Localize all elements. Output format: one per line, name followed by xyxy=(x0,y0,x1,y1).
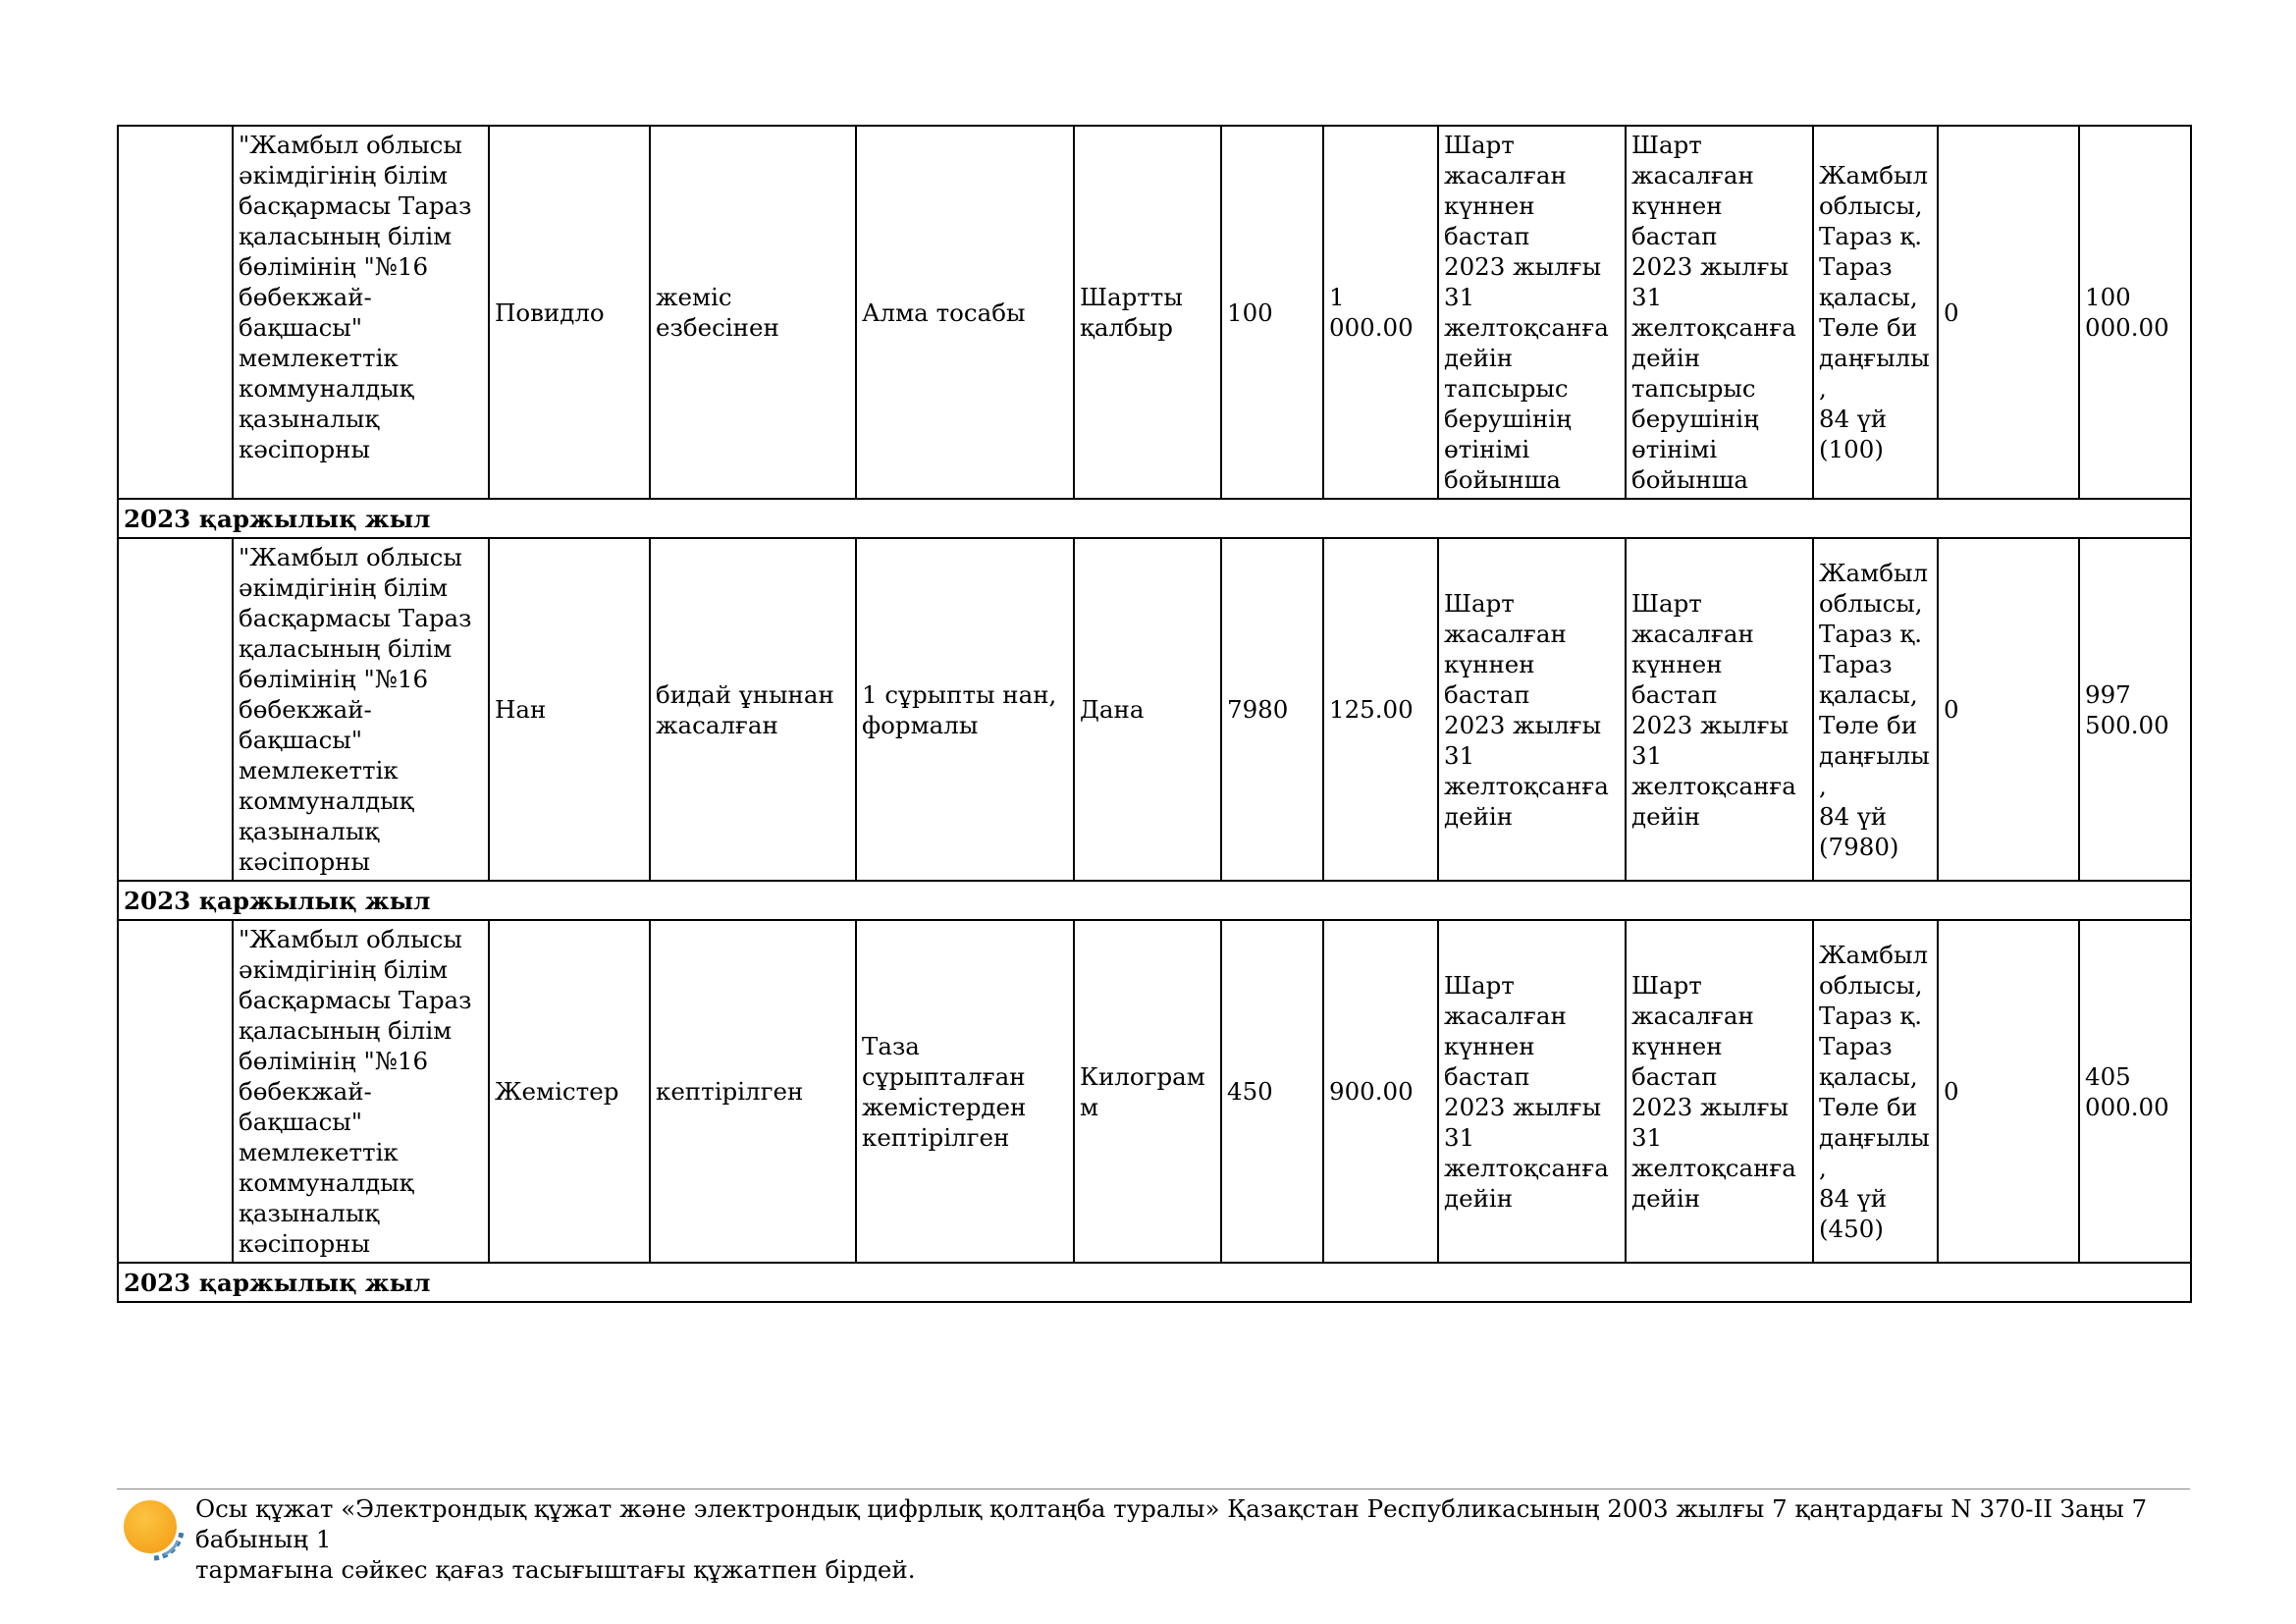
cell-delivery-term: Шарт жасалған күннен бастап 2023 жылғы 31 желтоқсанға дейін xyxy=(1626,920,1813,1263)
table-row xyxy=(118,538,2191,881)
cell-customer: "Жамбыл облысы әкімдігінің білім басқармасы Тараз қаласының білім бөлімінің "№16 бөбекжай-бақшасы" мемлекеттік коммуналдық қазыналық кәсіпорны xyxy=(233,920,489,1263)
cell-full-description: 1 сұрыпты нан, формалы xyxy=(856,538,1074,881)
cell-price: 1 000.00 xyxy=(1323,126,1438,499)
cell-delivery-term: Шарт жасалған күннен бастап 2023 жылғы 31 желтоқсанға дейін xyxy=(1626,538,1813,881)
cell-delivery-place: Жамбыл облысы, Тараз қ. Тараз қаласы, Төле би даңғылы, 84 үй (7980) xyxy=(1813,538,1938,881)
cell-number xyxy=(118,538,233,881)
cell-name: Жемістер xyxy=(489,920,650,1263)
cell-unit: Килограмм xyxy=(1074,920,1221,1263)
procurement-table xyxy=(117,125,2192,1303)
cell-term: Шарт жасалған күннен бастап 2023 жылғы 31 желтоқсанға дейін тапсырыс берушінің өтінімі бойынша xyxy=(1438,126,1626,499)
page-footer xyxy=(117,1493,2190,1584)
cell-quantity: 7980 xyxy=(1221,538,1323,881)
cell-advance: 0 xyxy=(1938,126,2079,499)
fiscal-year-label: 2023 қаржылық жыл xyxy=(118,1263,2191,1302)
cell-name: Нан xyxy=(489,538,650,881)
cell-customer: "Жамбыл облысы әкімдігінің білім басқармасы Тараз қаласының білім бөлімінің "№16 бөбекжай-бақшасы" мемлекеттік коммуналдық қазыналық кәсіпорны xyxy=(233,538,489,881)
fiscal-year-label: 2023 қаржылық жыл xyxy=(118,881,2191,920)
cell-total: 997 500.00 xyxy=(2079,538,2191,881)
cell-name: Повидло xyxy=(489,126,650,499)
cell-quantity: 100 xyxy=(1221,126,1323,499)
cell-number xyxy=(118,126,233,499)
cell-total: 405 000.00 xyxy=(2079,920,2191,1263)
table-row xyxy=(118,126,2191,499)
cell-term: Шарт жасалған күннен бастап 2023 жылғы 31 желтоқсанға дейін xyxy=(1438,538,1626,881)
cell-quantity: 450 xyxy=(1221,920,1323,1263)
cell-short-description: кептірілген xyxy=(650,920,856,1263)
cell-delivery-place: Жамбыл облысы, Тараз қ. Тараз қаласы, Төле би даңғылы, 84 үй (100) xyxy=(1813,126,1938,499)
cell-term: Шарт жасалған күннен бастап 2023 жылғы 31 желтоқсанға дейін xyxy=(1438,920,1626,1263)
cell-advance: 0 xyxy=(1938,920,2079,1263)
fiscal-year-row xyxy=(118,1263,2191,1302)
cell-unit: Шартты қалбыр xyxy=(1074,126,1221,499)
cell-full-description: Алма тосабы xyxy=(856,126,1074,499)
table-row xyxy=(118,920,2191,1263)
cell-customer: "Жамбыл облысы әкімдігінің білім басқармасы Тараз қаласының білім бөлімінің "№16 бөбекжай-бақшасы" мемлекеттік коммуналдық қазыналық кәсіпорны xyxy=(233,126,489,499)
cell-unit: Дана xyxy=(1074,538,1221,881)
cell-short-description: бидай ұнынан жасалған xyxy=(650,538,856,881)
cell-price: 125.00 xyxy=(1323,538,1438,881)
cell-delivery-place: Жамбыл облысы, Тараз қ. Тараз қаласы, Төле би даңғылы, 84 үй (450) xyxy=(1813,920,1938,1263)
fiscal-year-label: 2023 қаржылық жыл xyxy=(118,499,2191,538)
footer-legal-notice: Осы құжат «Электрондық құжат және электрондық цифрлық қолтаңба туралы» Қазақстан Республикасының 2003 жылғы 7 қаңтардағы N 370-II Заңы 7 бабының 1 тармағына сәйкес қағаз тасығыштағы құжатпен бірдей. xyxy=(195,1494,2148,1584)
cell-full-description: Таза сұрыпталған жемістерден кептірілген xyxy=(856,920,1074,1263)
cell-total: 100 000.00 xyxy=(2079,126,2191,499)
fiscal-year-row xyxy=(118,881,2191,920)
cell-short-description: жеміс езбесінен xyxy=(650,126,856,499)
cell-price: 900.00 xyxy=(1323,920,1438,1263)
cell-delivery-term: Шарт жасалған күннен бастап 2023 жылғы 31 желтоқсанға дейін тапсырыс берушінің өтінімі бойынша xyxy=(1626,126,1813,499)
sun-logo-icon xyxy=(121,1497,186,1562)
fiscal-year-row xyxy=(118,499,2191,538)
cell-number xyxy=(118,920,233,1263)
cell-advance: 0 xyxy=(1938,538,2079,881)
